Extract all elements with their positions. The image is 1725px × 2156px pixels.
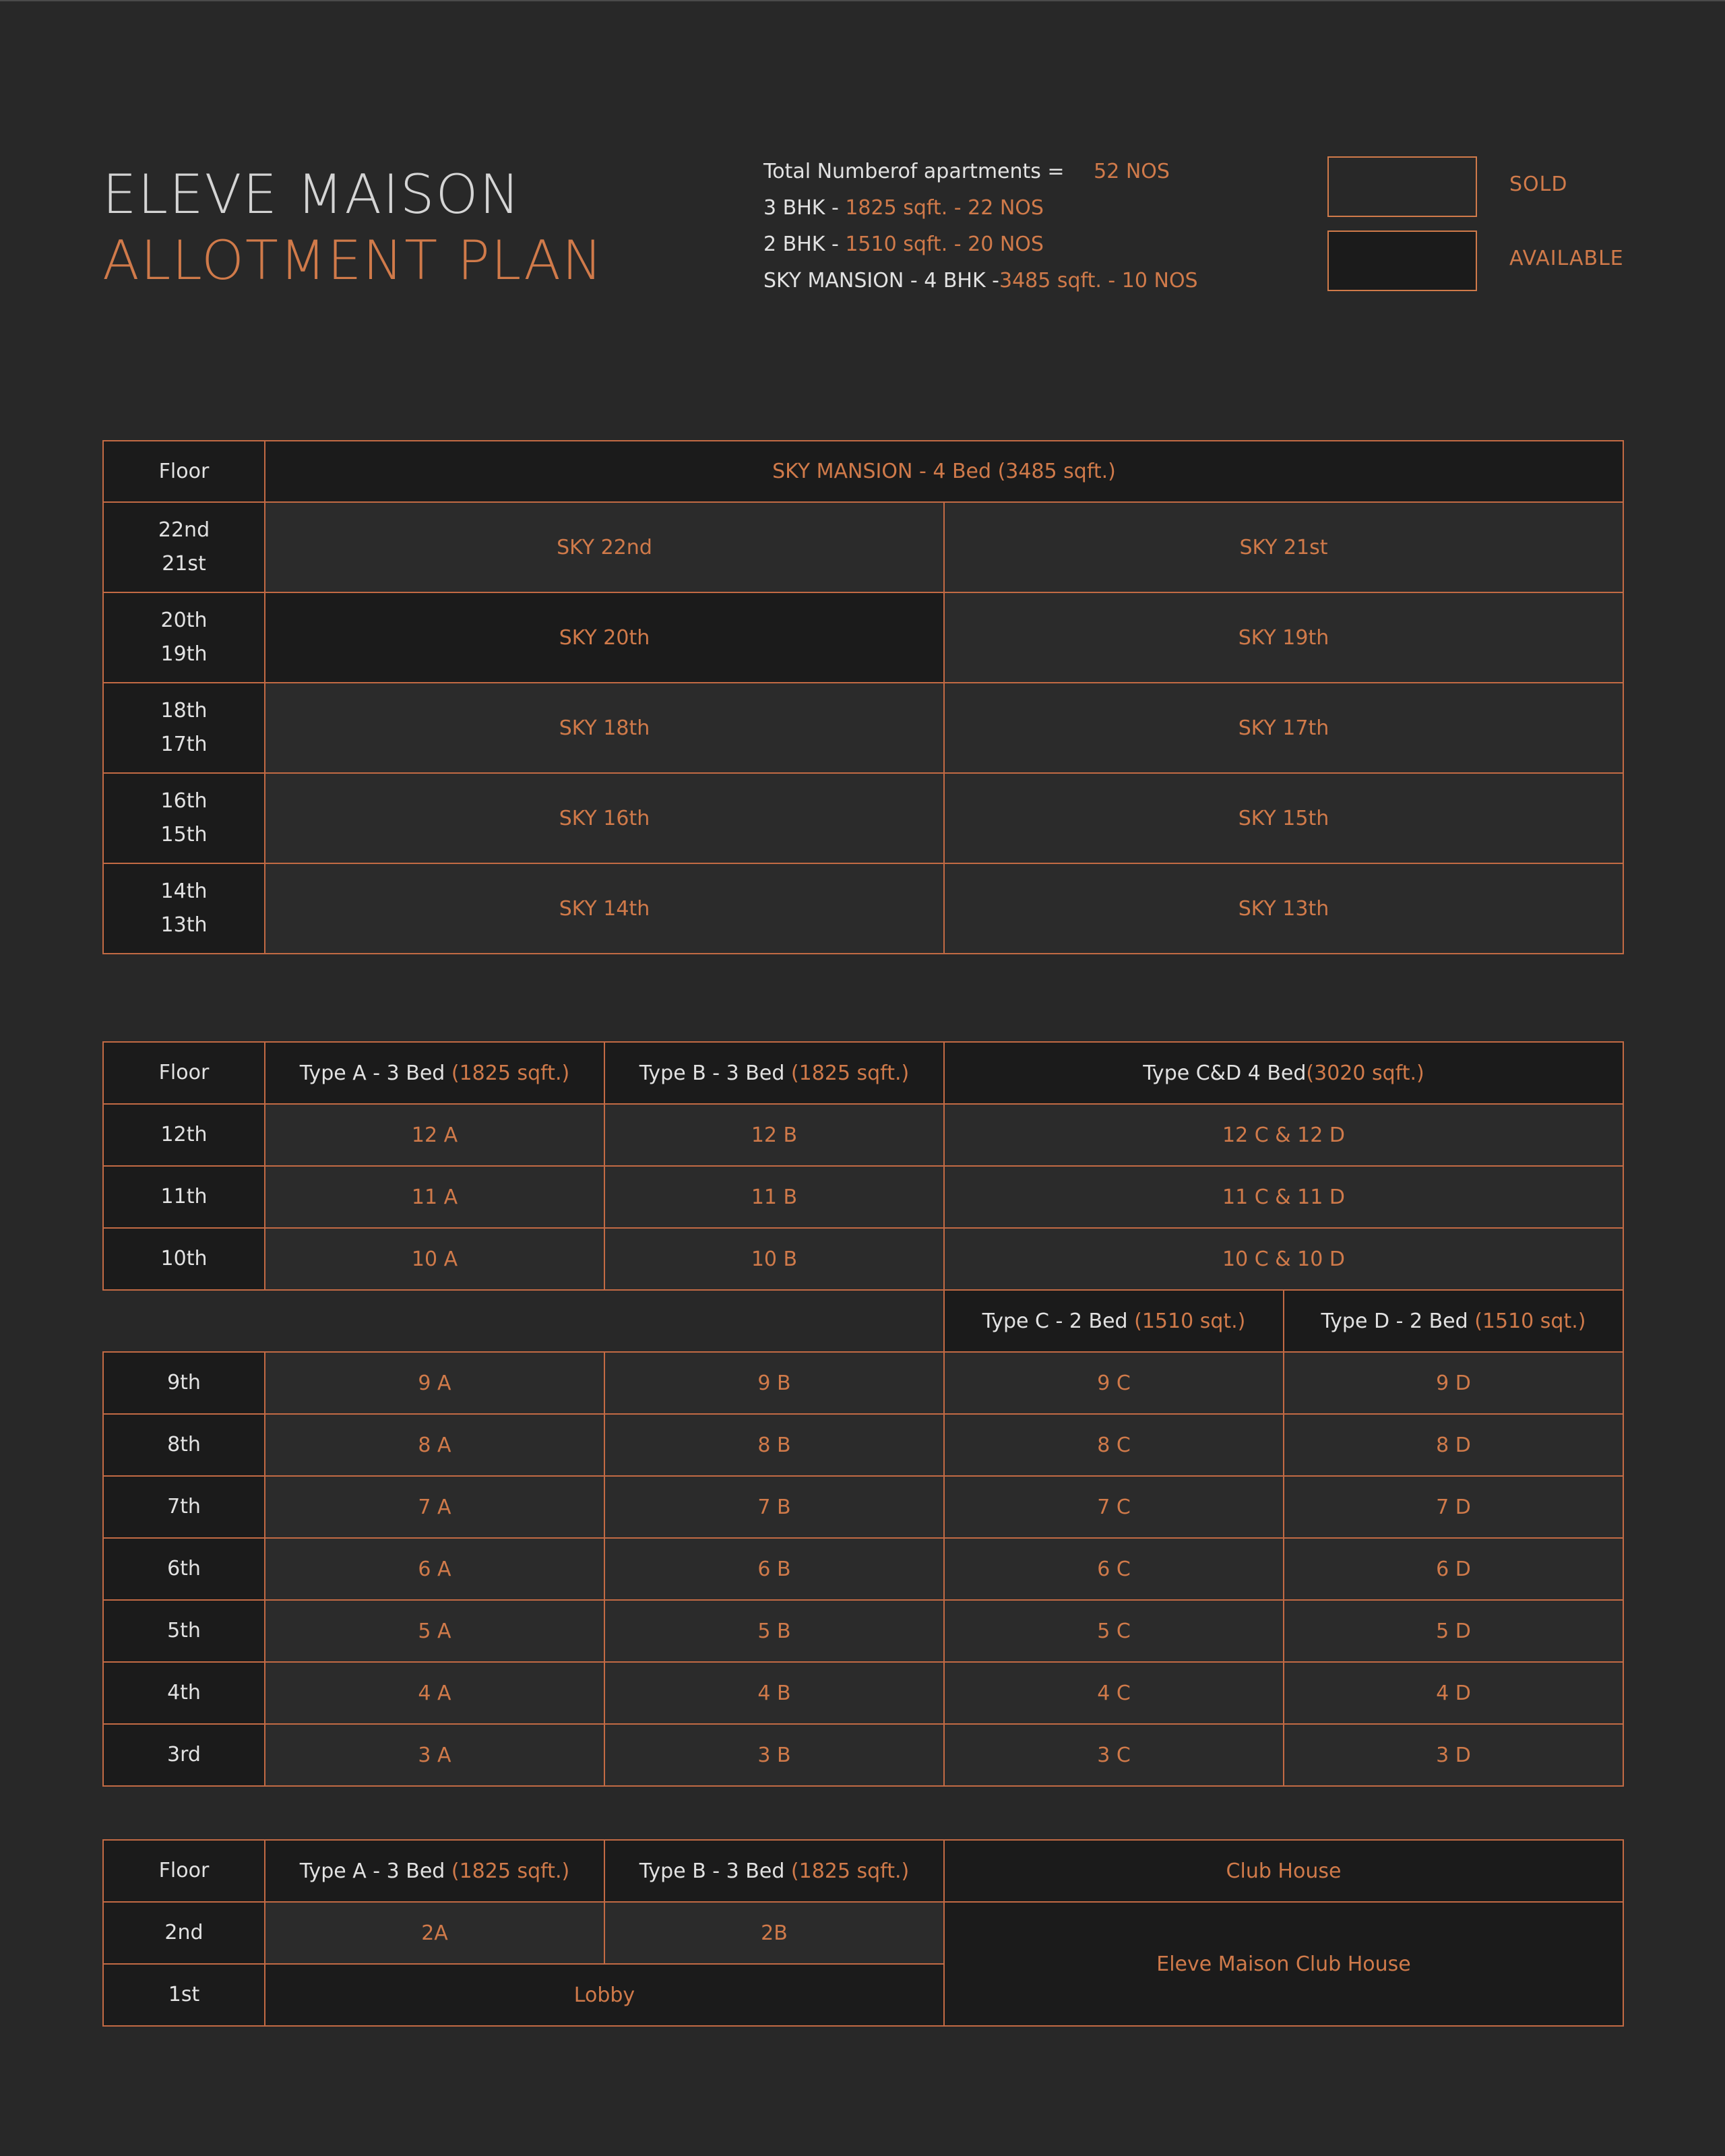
table-row — [103, 1476, 1623, 1538]
3bhk-label: 3 BHK - — [763, 196, 846, 220]
floor-cell: 12th — [103, 1104, 265, 1166]
floor-cell: 6th — [103, 1538, 265, 1600]
sky-header-row — [103, 441, 1623, 502]
unit-cell: 7 D — [1284, 1476, 1623, 1538]
unit-cell: 7 C — [944, 1476, 1284, 1538]
unit-cell: 6 D — [1284, 1538, 1623, 1600]
type-label: Type A - 3 Bed — [299, 1061, 451, 1085]
apartment-summary — [763, 154, 1198, 299]
unit-cell: 3 C — [944, 1724, 1284, 1786]
summary-sky — [763, 263, 1198, 299]
summary-total — [763, 154, 1198, 190]
unit-cell: 5 D — [1284, 1600, 1623, 1662]
type-label: Type D - 2 Bed — [1321, 1309, 1475, 1333]
unit-cell: SKY 17th — [944, 683, 1623, 773]
type-size: (1825 sqft.) — [451, 1859, 570, 1883]
unit-cell-available: SKY 20th — [265, 592, 944, 683]
floor-cell: 3rd — [103, 1724, 265, 1786]
table-row — [103, 1228, 1623, 1290]
floor-cell — [103, 773, 265, 863]
legend-available-swatch — [1327, 230, 1477, 291]
unit-cell: 3 D — [1284, 1724, 1623, 1786]
unit-cell: 12 A — [265, 1104, 604, 1166]
summary-2bhk — [763, 226, 1198, 263]
floor-cell: 10th — [103, 1228, 265, 1290]
legend-available-label: AVAILABLE — [1509, 247, 1624, 270]
unit-cell: SKY 19th — [944, 592, 1623, 683]
floor-cell: 11th — [103, 1166, 265, 1228]
floor-cell: 4th — [103, 1662, 265, 1724]
unit-cell: 10 B — [604, 1228, 944, 1290]
title-line-2: ALLOTMENT PLAN — [102, 229, 604, 292]
2bhk-label: 2 BHK - — [763, 233, 846, 256]
type-b-header — [604, 1042, 944, 1104]
unit-cell: 2A — [265, 1902, 604, 1964]
page-title — [102, 162, 604, 294]
floor-cell: 1st — [103, 1964, 265, 2026]
title-line-1: ELEVE MAISON — [102, 163, 522, 226]
unit-cell: 9 B — [604, 1352, 944, 1414]
type-size: (1825 sqft.) — [790, 1859, 910, 1883]
unit-cell: 4 D — [1284, 1662, 1623, 1724]
type-label: Type C - 2 Bed — [982, 1309, 1135, 1333]
unit-cell: 6 B — [604, 1538, 944, 1600]
mid-header-row — [103, 1042, 1623, 1104]
table-row — [103, 1538, 1623, 1600]
total-label: Total Numberof apartments = — [763, 160, 1065, 183]
unit-cell: 8 D — [1284, 1414, 1623, 1476]
sky-mansion-header: SKY MANSION - 4 Bed (3485 sqft.) — [265, 441, 1623, 502]
unit-cell: 8 C — [944, 1414, 1284, 1476]
floors-1-2-table — [102, 1839, 1624, 2027]
table-row — [103, 863, 1623, 954]
type-label: Type B - 3 Bed — [639, 1061, 791, 1085]
unit-cell: 6 C — [944, 1538, 1284, 1600]
table-row — [103, 1414, 1623, 1476]
floor-cell: 8th — [103, 1414, 265, 1476]
floors-3-12-table — [102, 1041, 1624, 1787]
floor-label: 14th — [160, 880, 208, 903]
top-border-line — [0, 0, 1725, 1]
sky-mansion-table — [102, 440, 1624, 954]
unit-cell: 8 B — [604, 1414, 944, 1476]
legend-sold-label: SOLD — [1509, 173, 1568, 196]
total-value: 52 NOS — [1094, 160, 1170, 183]
floor-label: 17th — [160, 733, 208, 756]
unit-cell: 2B — [604, 1902, 944, 1964]
unit-cell: SKY 21st — [944, 502, 1623, 592]
unit-cell: 4 C — [944, 1662, 1284, 1724]
type-b-header — [604, 1840, 944, 1902]
type-size: (1510 sqt.) — [1134, 1309, 1246, 1333]
type-cd-subheader-row — [103, 1290, 1623, 1352]
floor-cell — [103, 502, 265, 592]
floor-cell: 5th — [103, 1600, 265, 1662]
floor-cell: 9th — [103, 1352, 265, 1414]
floor-header: Floor — [103, 1840, 265, 1902]
unit-cell: 10 A — [265, 1228, 604, 1290]
club-house-header: Club House — [944, 1840, 1623, 1902]
floor-cell: 7th — [103, 1476, 265, 1538]
floor-label: 15th — [160, 823, 208, 846]
unit-cell: SKY 14th — [265, 863, 944, 954]
floor-label: 16th — [160, 789, 208, 813]
floor-label: 20th — [160, 609, 208, 632]
unit-cell: 6 A — [265, 1538, 604, 1600]
bottom-header-row — [103, 1840, 1623, 1902]
sky-value: 3485 sqft. - 10 NOS — [999, 269, 1198, 292]
table-row — [103, 1600, 1623, 1662]
legend-sold-swatch — [1327, 156, 1477, 217]
floor-label: 19th — [160, 642, 208, 666]
type-cd-header — [944, 1042, 1623, 1104]
unit-cell: 7 B — [604, 1476, 944, 1538]
unit-cell: SKY 15th — [944, 773, 1623, 863]
unit-cell: 7 A — [265, 1476, 604, 1538]
unit-cell: 9 A — [265, 1352, 604, 1414]
unit-cell: 12 C & 12 D — [944, 1104, 1623, 1166]
unit-cell: 11 A — [265, 1166, 604, 1228]
type-size: (1825 sqft.) — [451, 1061, 570, 1085]
unit-cell: 4 A — [265, 1662, 604, 1724]
floor-cell — [103, 863, 265, 954]
table-row — [103, 1902, 1623, 1964]
type-label: Type A - 3 Bed — [299, 1859, 451, 1883]
floor-label: 21st — [162, 552, 206, 576]
floor-cell — [103, 683, 265, 773]
unit-cell: SKY 22nd — [265, 502, 944, 592]
table-row — [103, 1166, 1623, 1228]
floor-label: 13th — [160, 913, 208, 937]
type-d-header — [1284, 1290, 1623, 1352]
floor-cell: 2nd — [103, 1902, 265, 1964]
table-row — [103, 1104, 1623, 1166]
table-row — [103, 1662, 1623, 1724]
unit-cell: 11 C & 11 D — [944, 1166, 1623, 1228]
unit-cell: 5 A — [265, 1600, 604, 1662]
unit-cell: 3 A — [265, 1724, 604, 1786]
unit-cell: 8 A — [265, 1414, 604, 1476]
2bhk-value: 1510 sqft. - 20 NOS — [845, 233, 1044, 256]
unit-cell: 12 B — [604, 1104, 944, 1166]
unit-cell: 11 B — [604, 1166, 944, 1228]
unit-cell: 3 B — [604, 1724, 944, 1786]
floor-label: 18th — [160, 699, 208, 722]
sky-label: SKY MANSION - 4 BHK - — [763, 269, 999, 292]
table-row — [103, 502, 1623, 592]
unit-cell: SKY 16th — [265, 773, 944, 863]
unit-cell: 5 B — [604, 1600, 944, 1662]
table-row — [103, 683, 1623, 773]
table-row — [103, 1724, 1623, 1786]
table-row — [103, 592, 1623, 683]
floor-label: 22nd — [158, 518, 210, 542]
3bhk-value: 1825 sqft. - 22 NOS — [845, 196, 1044, 220]
type-a-header — [265, 1042, 604, 1104]
type-c-header — [944, 1290, 1284, 1352]
type-a-header — [265, 1840, 604, 1902]
type-label: Type B - 3 Bed — [639, 1859, 791, 1883]
unit-cell: SKY 13th — [944, 863, 1623, 954]
type-size: (1825 sqft.) — [790, 1061, 910, 1085]
unit-cell: 4 B — [604, 1662, 944, 1724]
type-size: (3020 sqft.) — [1306, 1061, 1424, 1085]
floor-header: Floor — [103, 441, 265, 502]
club-house-cell: Eleve Maison Club House — [944, 1902, 1623, 2026]
unit-cell: SKY 18th — [265, 683, 944, 773]
unit-cell: 9 D — [1284, 1352, 1623, 1414]
blank-spacer — [103, 1290, 944, 1352]
table-row — [103, 773, 1623, 863]
lobby-cell: Lobby — [265, 1964, 944, 2026]
summary-3bhk — [763, 190, 1198, 226]
unit-cell: 9 C — [944, 1352, 1284, 1414]
floor-cell — [103, 592, 265, 683]
unit-cell: 5 C — [944, 1600, 1284, 1662]
type-size: (1510 sqt.) — [1474, 1309, 1586, 1333]
unit-cell: 10 C & 10 D — [944, 1228, 1623, 1290]
type-label: Type C&D 4 Bed — [1143, 1061, 1307, 1085]
floor-header: Floor — [103, 1042, 265, 1104]
table-row — [103, 1352, 1623, 1414]
